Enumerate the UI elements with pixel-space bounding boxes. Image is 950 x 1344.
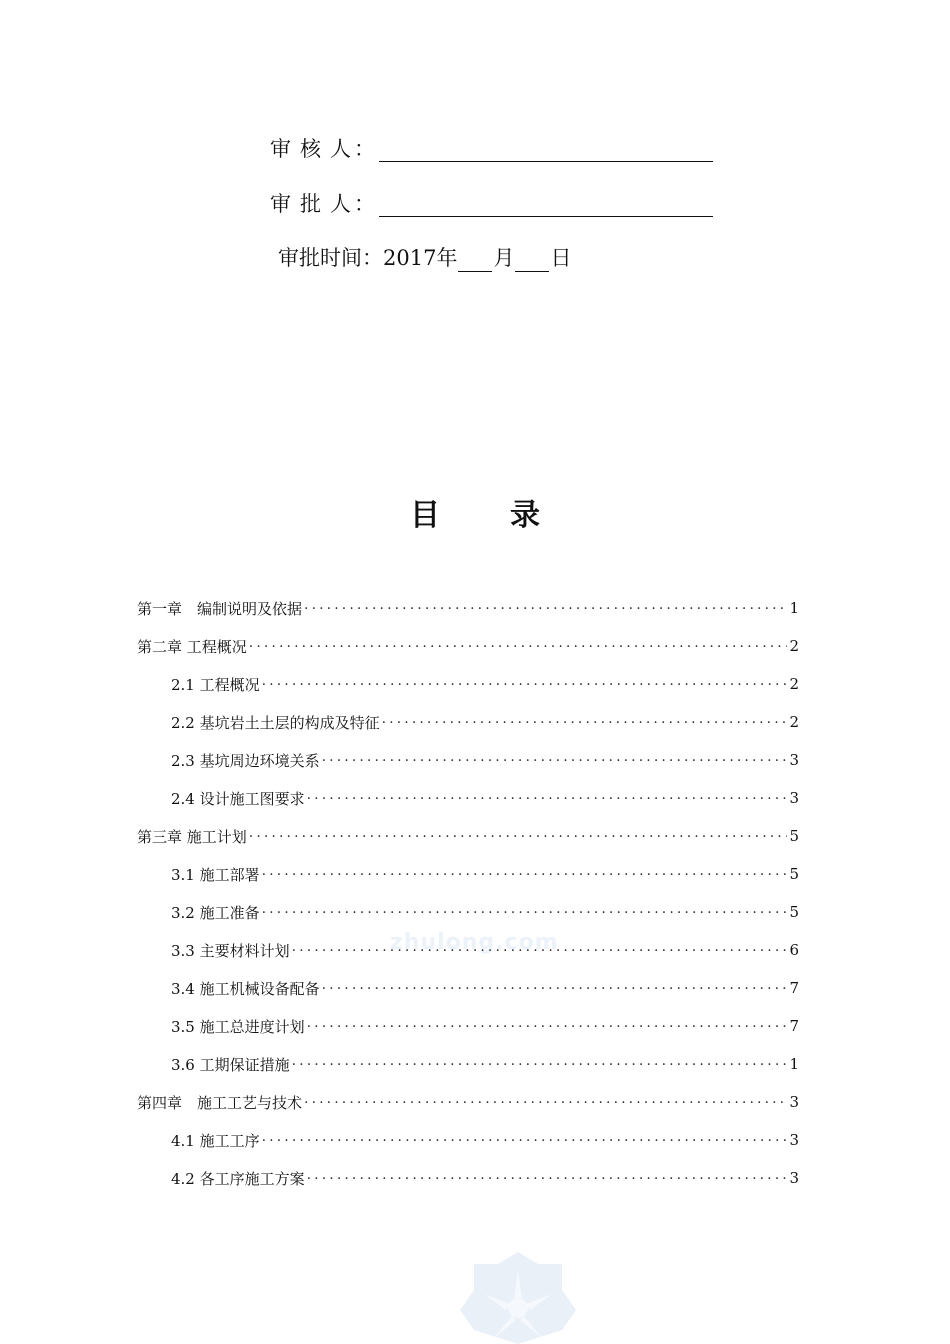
reviewer-signature-line[interactable]	[379, 141, 713, 162]
toc-leader-dots	[249, 634, 788, 658]
toc-entry[interactable]	[171, 976, 799, 1000]
toc-entry-text: 3.3 主要材料计划	[171, 941, 290, 960]
approval-year: 2017	[383, 246, 437, 270]
toc-entry-page: 3	[789, 1093, 799, 1111]
toc-entry[interactable]	[171, 1128, 799, 1152]
approver-signature-line[interactable]	[379, 196, 713, 217]
approval-date-row	[278, 244, 571, 272]
approver-colon: ：	[354, 192, 375, 216]
toc-leader-dots	[262, 900, 788, 924]
toc-leader-dots	[304, 1090, 787, 1114]
toc-entry-page: 5	[789, 903, 799, 921]
toc-entry-text: 3.5 施工总进度计划	[171, 1017, 305, 1036]
toc-leader-dots	[292, 1052, 788, 1076]
toc-entry-page: 1	[789, 1055, 799, 1073]
toc-entry-text: 4.2 各工序施工方案	[171, 1169, 305, 1188]
toc-entry-page: 2	[789, 637, 799, 655]
toc-entry-page: 2	[789, 675, 799, 693]
approval-time-label: 审批时间：	[278, 246, 383, 270]
toc-entry-page: 3	[789, 1131, 799, 1149]
watermark-text: zhulong.com	[390, 930, 559, 955]
toc-entry-text: 2.3 基坑周边环境关系	[171, 751, 320, 770]
toc-leader-dots	[262, 672, 788, 696]
toc-entry[interactable]	[137, 596, 799, 620]
toc-entry-text: 2.4 设计施工图要求	[171, 789, 305, 808]
toc-leader-dots	[322, 748, 788, 772]
toc-entry[interactable]	[171, 1166, 799, 1190]
toc-entry-text: 第四章 施工工艺与技术	[137, 1093, 303, 1112]
reviewer-label: 审核人	[270, 137, 360, 161]
toc-entry-page: 3	[789, 751, 799, 769]
toc-entry-page: 3	[789, 789, 799, 807]
toc-entry-page: 1	[789, 599, 799, 617]
toc-entry-page: 6	[789, 941, 799, 959]
toc-entry[interactable]	[171, 748, 799, 772]
toc-entry[interactable]	[171, 672, 799, 696]
toc-entry-page: 7	[789, 1017, 799, 1035]
toc-entry[interactable]	[137, 824, 799, 848]
toc-entry-text: 3.4 施工机械设备配备	[171, 979, 320, 998]
toc-leader-dots	[262, 862, 788, 886]
toc-entry[interactable]	[171, 1014, 799, 1038]
toc-entry-text: 4.1 施工工序	[171, 1131, 260, 1150]
toc-leader-dots	[307, 786, 788, 810]
toc-leader-dots	[382, 710, 788, 734]
toc-entry-page: 5	[789, 865, 799, 883]
toc-entry-text: 2.1 工程概况	[171, 675, 260, 694]
toc-title: 目录	[410, 498, 610, 533]
toc-entry[interactable]	[171, 786, 799, 810]
toc-leader-dots	[307, 1166, 788, 1190]
toc-entry-text: 第三章 施工计划	[137, 827, 247, 846]
toc-entry-text: 3.1 施工部署	[171, 865, 260, 884]
toc-entry-text: 3.2 施工准备	[171, 903, 260, 922]
zhulong-logo-icon	[458, 1250, 578, 1344]
approver-label: 审批人	[270, 192, 360, 216]
toc-entry[interactable]	[171, 862, 799, 886]
toc-leader-dots	[304, 596, 787, 620]
toc-entry-page: 5	[789, 827, 799, 845]
toc-leader-dots	[262, 1128, 788, 1152]
day-unit: 日	[550, 246, 572, 270]
toc-entry-page: 3	[789, 1169, 799, 1187]
day-blank[interactable]	[515, 251, 549, 272]
toc-entry-text: 第二章 工程概况	[137, 637, 247, 656]
month-unit: 月	[493, 246, 515, 270]
toc-entry-text: 第一章 编制说明及依据	[137, 599, 303, 618]
toc-entry[interactable]	[171, 1052, 799, 1076]
toc-leader-dots	[249, 824, 788, 848]
toc-entry[interactable]	[137, 1090, 799, 1114]
month-blank[interactable]	[458, 251, 492, 272]
toc-entry[interactable]	[137, 634, 799, 658]
reviewer-row	[270, 136, 713, 162]
approver-row	[270, 191, 713, 217]
toc-entry-page: 7	[789, 979, 799, 997]
toc-leader-dots	[322, 976, 788, 1000]
reviewer-colon: ：	[354, 137, 375, 161]
toc-entry[interactable]	[171, 900, 799, 924]
toc-leader-dots	[307, 1014, 788, 1038]
year-unit: 年	[436, 246, 458, 270]
toc-entry-page: 2	[789, 713, 799, 731]
toc-entry-text: 2.2 基坑岩土土层的构成及特征	[171, 713, 380, 732]
toc-entry-text: 3.6 工期保证措施	[171, 1055, 290, 1074]
toc-entry[interactable]	[171, 710, 799, 734]
